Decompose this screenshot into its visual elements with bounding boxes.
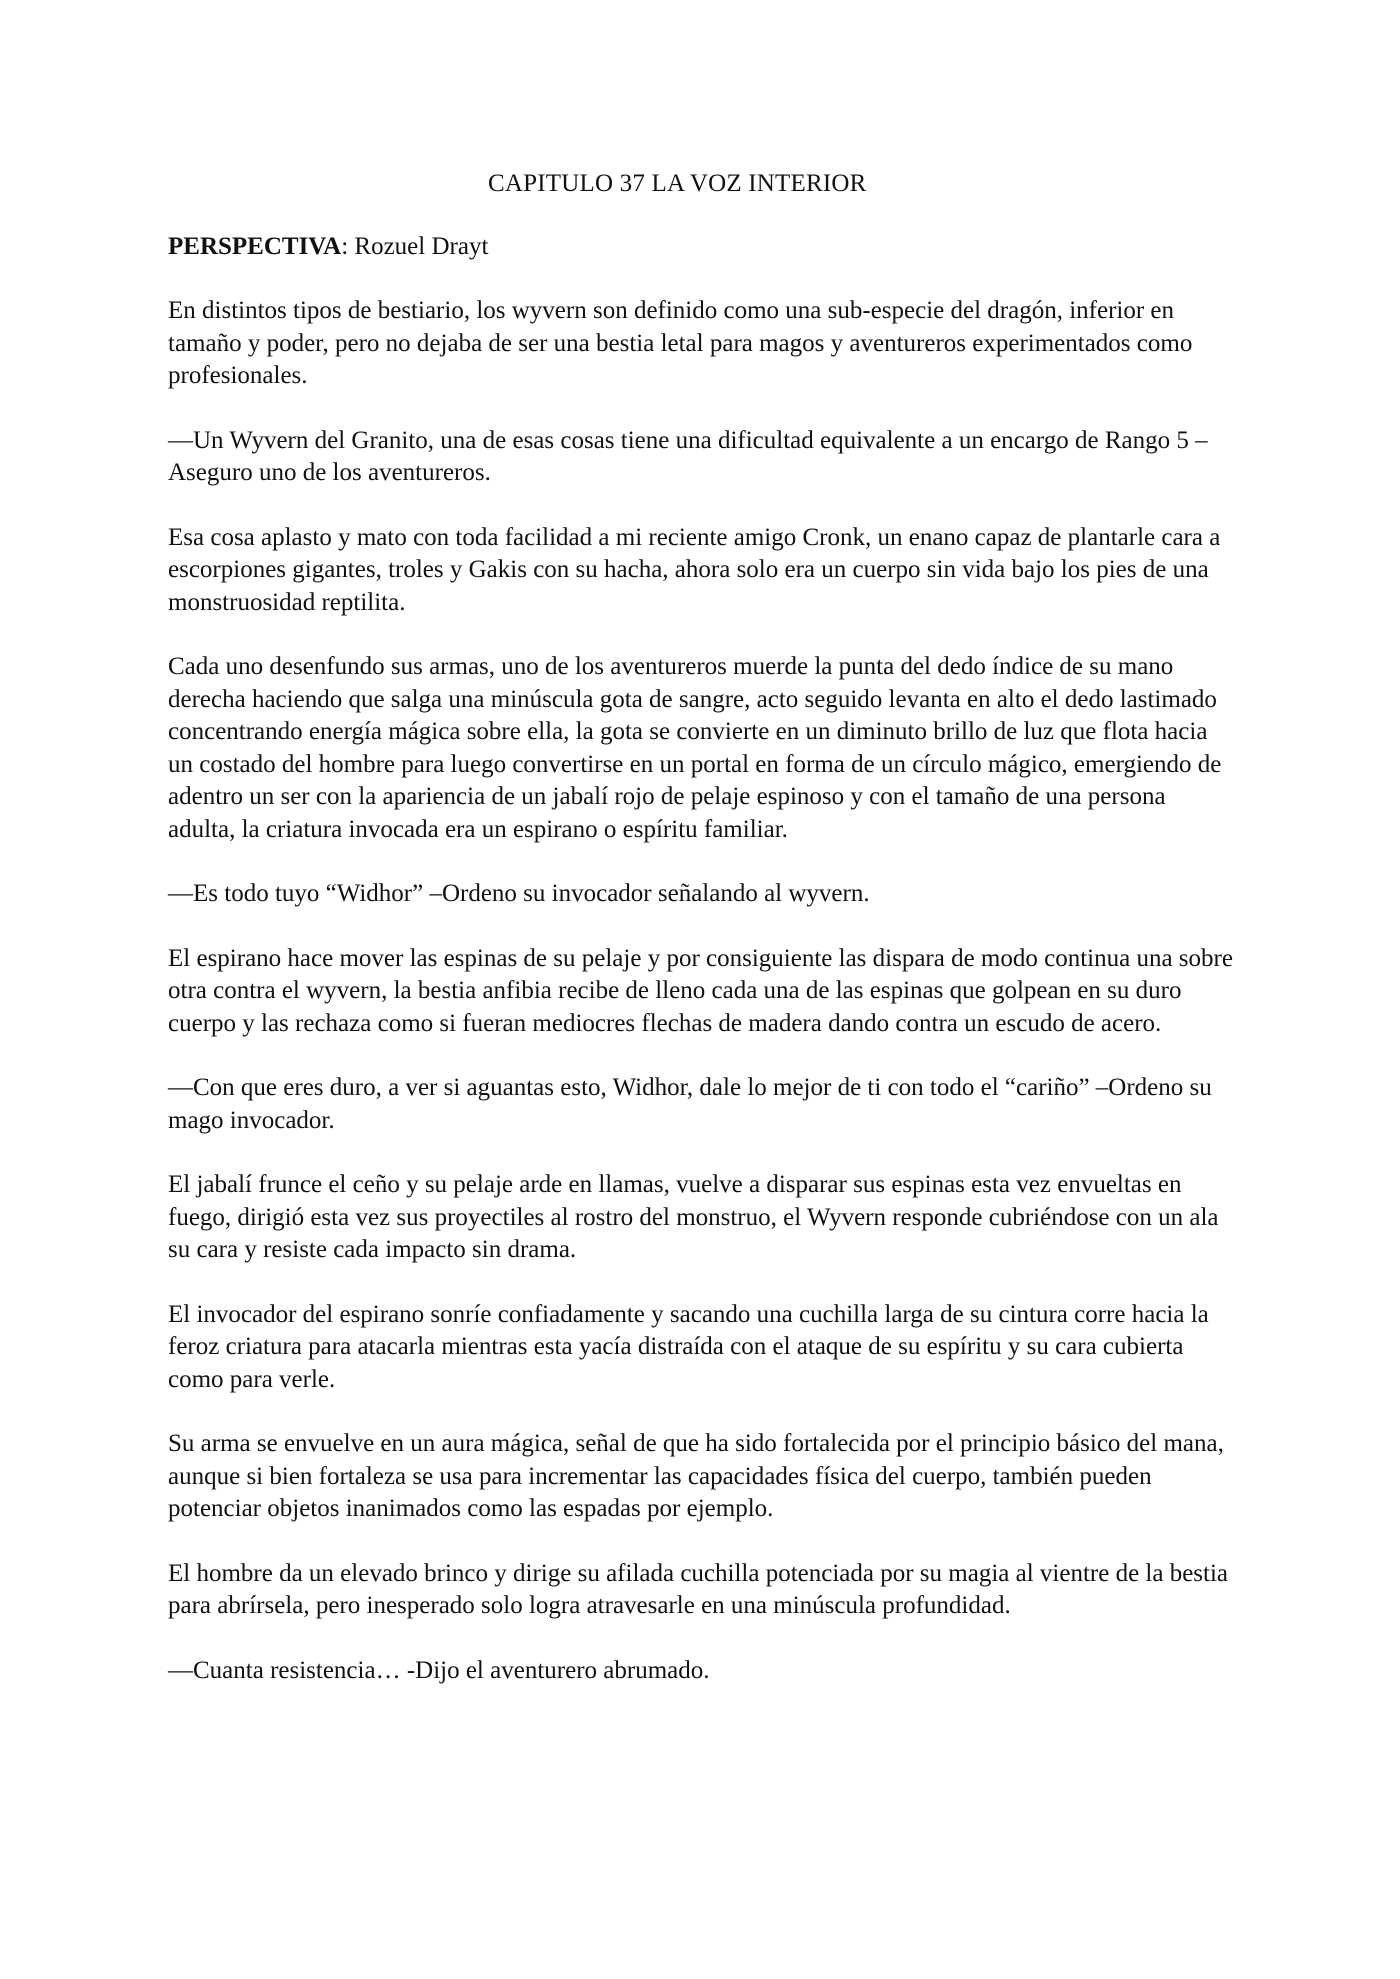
paragraph: Esa cosa aplasto y mato con toda facilidad a mi reciente amigo Cronk, un enano capaz de plantarle cara a escorpiones gigantes, troles y Gakis con su hacha, ahora solo era un cuerpo sin vida bajo los pies de una monstruosidad reptilita.: [168, 523, 1221, 616]
paragraph: El hombre da un elevado brinco y dirige su afilada cuchilla potenciada por su magia al vientre de la bestia para abrírsela, pero inesperado solo logra atravesarle en una minúscula profundidad.: [168, 1559, 1229, 1619]
chapter-title: CAPITULO 37 LA VOZ INTERIOR: [488, 170, 867, 197]
perspective-value: : Rozuel Drayt: [341, 232, 489, 260]
paragraph: Cada uno desenfundo sus armas, uno de los aventureros muerde la punta del dedo índice de su mano derecha haciendo que salga una minúscula gota de sangre, acto seguido levanta en alto el dedo lastimado concentrando energía mágica sobre ella, la gota se convierte en un diminuto brillo de luz que flota hacia un costado del hombre para luego convertirse en un portal en forma de un círculo mágico, emergiendo de adentro un ser con la apariencia de un jabalí rojo de pelaje espinoso y con el tamaño de una persona adulta, la criatura invocada era un espirano o espíritu familiar.: [168, 653, 1222, 843]
paragraph: En distintos tipos de bestiario, los wyvern son definido como una sub-especie del dragón, inferior en tamaño y poder, pero no dejaba de ser una bestia letal para magos y aventureros experimentados como profesionales.: [168, 297, 1193, 389]
paragraph: El espirano hace mover las espinas de su pelaje y por consiguiente las dispara de modo continua una sobre otra contra el wyvern, la bestia anfibia recibe de lleno cada una de las espinas que golpean en su duro cuerpo y las rechaza como si fueran mediocres flechas de madera dando contra un escudo de acero.: [168, 944, 1233, 1037]
perspective-label: PERSPECTIVA: [168, 232, 342, 260]
paragraph: —Es todo tuyo “Widhor” –Ordeno su invocador señalando al wyvern.: [168, 880, 870, 907]
paragraph: —Cuanta resistencia… -Dijo el aventurero abrumado.: [168, 1656, 710, 1684]
paragraph: Su arma se envuelve en un aura mágica, señal de que ha sido fortalecida por el principio básico del mana, aunque si bien fortaleza se usa para incrementar las capacidades física del cuerpo, también pueden potenciar objetos inanimados como las espadas por ejemplo.: [168, 1430, 1224, 1522]
paragraph: —Con que eres duro, a ver si aguantas esto, Widhor, dale lo mejor de ti con todo el “cariño” –Ordeno su mago invocador.: [168, 1074, 1212, 1134]
paragraph: El jabalí frunce el ceño y su pelaje arde en llamas, vuelve a disparar sus espinas esta vez envueltas en fuego, dirigió esta vez sus proyectiles al rostro del monstruo, el Wyvern responde cubriéndose con un ala su cara y resiste cada impacto sin drama.: [168, 1171, 1219, 1263]
paragraph: —Un Wyvern del Granito, una de esas cosas tiene una dificultad equivalente a un encargo de Rango 5 –Aseguro uno de los aventureros.: [168, 426, 1208, 486]
paragraph: El invocador del espirano sonríe confiadamente y sacando una cuchilla larga de su cintura corre hacia la feroz criatura para atacarla mientras esta yacía distraída con el ataque de su espíritu y su cara cubierta como para verle.: [168, 1300, 1209, 1393]
page-content: [168, 168, 1238, 1687]
perspective-line: [168, 231, 1238, 264]
